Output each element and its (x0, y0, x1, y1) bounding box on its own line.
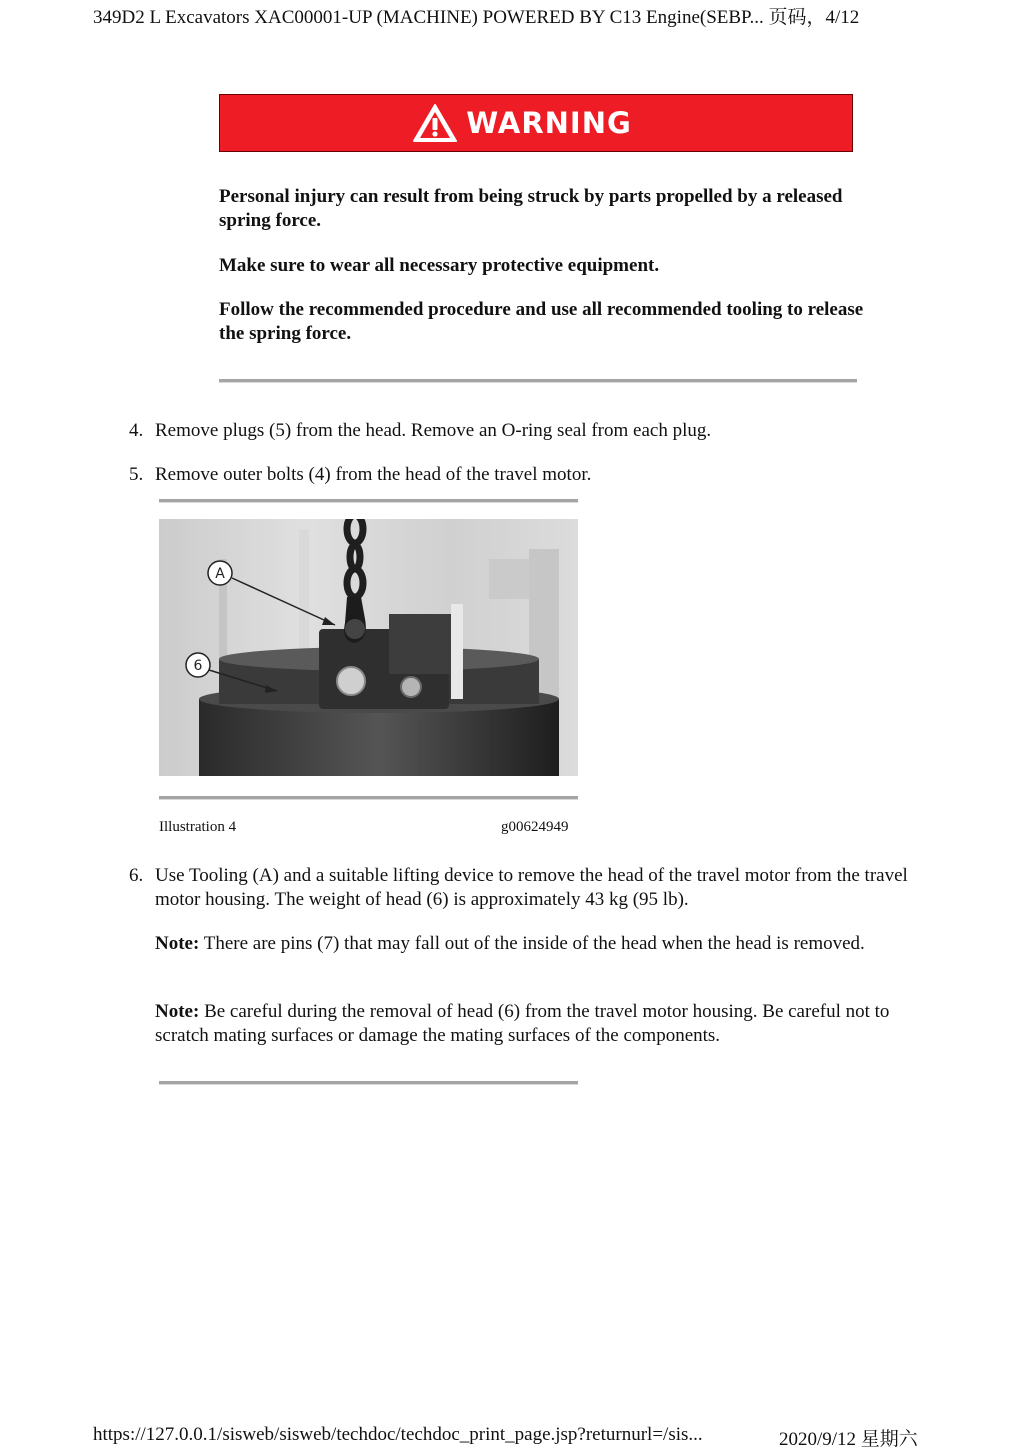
callout-label-a: A (215, 566, 225, 582)
warning-label: WARNING (466, 106, 632, 140)
step-text: Remove plugs (5) from the head. Remove an O-ring seal from each plug. (155, 420, 712, 441)
note-paragraph (155, 932, 915, 956)
warning-divider (219, 379, 857, 383)
warning-paragraph: Make sure to wear all necessary protective equipment. (219, 255, 660, 276)
figure-bottom-divider (159, 796, 578, 800)
step-text: Remove outer bolts (4) from the head of the travel motor. (155, 464, 592, 485)
step-number: 5. (129, 464, 144, 485)
note-paragraph (155, 1000, 915, 1048)
travel-motor-photo (159, 519, 578, 776)
figure-caption-label: Illustration 4 (159, 819, 237, 835)
step-text: Use Tooling (A) and a suitable lifting device to remove the head of the travel motor from the travel motor housing. The weight of head (6) is approximately 43 kg (95 lb). (155, 865, 908, 910)
warning-paragraph: Personal injury can result from being struck by parts propelled by a released spring force. (219, 186, 843, 231)
note-label: Note: (155, 1001, 200, 1022)
step-number: 6. (129, 865, 144, 886)
note-text: There are pins (7) that may fall out of the inside of the head when the head is removed. (199, 933, 865, 954)
note-label: Note: (155, 933, 200, 954)
page-header-title: 349D2 L Excavators XAC00001-UP (MACHINE) POWERED BY C13 Engine(SEBP... 页码，4/12 (93, 7, 860, 28)
footer-url: https://127.0.0.1/sisweb/sisweb/techdoc/techdoc_print_page.jsp?returnurl=/sis... (93, 1424, 703, 1445)
section-end-divider (159, 1081, 578, 1085)
warning-banner (219, 94, 853, 152)
step-number: 4. (129, 420, 144, 441)
footer-date: 2020/9/12 星期六 (779, 1429, 918, 1450)
callout-label-6: 6 (193, 658, 203, 674)
figure-caption-id: g00624949 (501, 819, 569, 835)
warning-triangle-icon (412, 103, 458, 143)
figure-top-divider (159, 499, 578, 503)
note-text: Be careful during the removal of head (6) from the travel motor housing. Be careful not to scratch mating surfaces or damage the mating surfaces of the components. (155, 1001, 890, 1046)
warning-paragraph: Follow the recommended procedure and use all recommended tooling to release the spring force. (219, 299, 864, 344)
